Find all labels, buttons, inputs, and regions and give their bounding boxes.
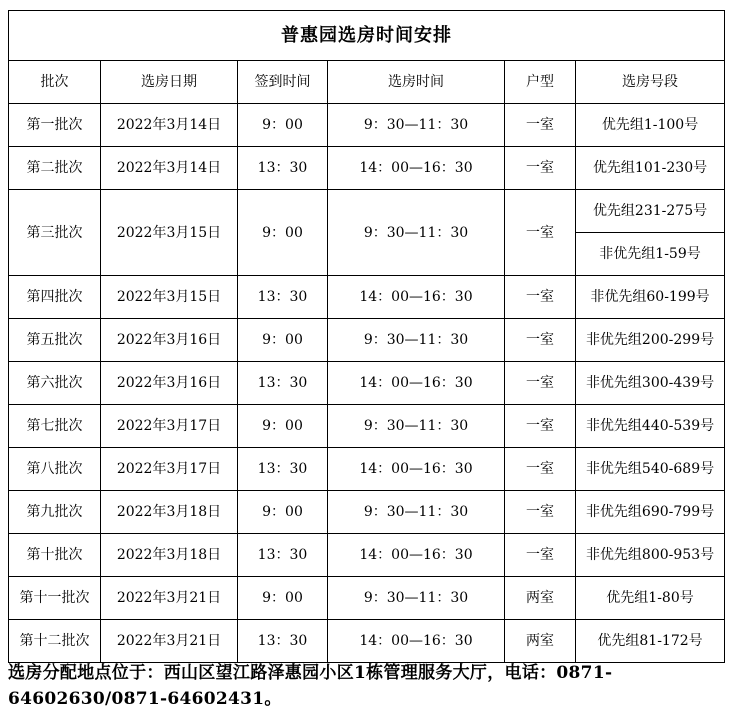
table-row (9, 362, 725, 405)
table-row (9, 190, 725, 233)
cell-sign-in: 13：30 (238, 147, 328, 190)
cell-batch: 第二批次 (9, 147, 101, 190)
header-selection-time: 选房时间 (328, 61, 505, 104)
cell-time: 14：00—16：30 (328, 147, 505, 190)
cell-sign-in: 9：00 (238, 190, 328, 276)
cell-type: 一室 (505, 405, 576, 448)
cell-range: 非优先组540-689号 (576, 448, 725, 491)
cell-type: 一室 (505, 147, 576, 190)
cell-sign-in: 13：30 (238, 620, 328, 663)
cell-type: 一室 (505, 276, 576, 319)
table-row (9, 276, 725, 319)
cell-batch: 第十二批次 (9, 620, 101, 663)
cell-range: 优先组101-230号 (576, 147, 725, 190)
cell-date: 2022年3月14日 (101, 147, 238, 190)
table-row (9, 405, 725, 448)
cell-time: 9：30—11：30 (328, 190, 505, 276)
cell-date: 2022年3月18日 (101, 491, 238, 534)
cell-time: 9：30—11：30 (328, 577, 505, 620)
cell-range: 优先组81-172号 (576, 620, 725, 663)
footer-note: 选房分配地点位于：西山区望江路泽惠园小区1栋管理服务大厅，电话：0871-64602630/0871-64602431。 (8, 663, 613, 709)
header-row (9, 61, 725, 104)
cell-range: 优先组1-80号 (576, 577, 725, 620)
cell-sign-in: 9：00 (238, 491, 328, 534)
header-unit-type: 户型 (505, 61, 576, 104)
cell-time: 9：30—11：30 (328, 104, 505, 147)
cell-sign-in: 13：30 (238, 276, 328, 319)
cell-time: 9：30—11：30 (328, 405, 505, 448)
cell-batch: 第十批次 (9, 534, 101, 577)
cell-type: 一室 (505, 362, 576, 405)
cell-batch: 第五批次 (9, 319, 101, 362)
cell-sign-in: 13：30 (238, 534, 328, 577)
cell-range: 非优先组440-539号 (576, 405, 725, 448)
cell-type: 两室 (505, 577, 576, 620)
cell-batch: 第三批次 (9, 190, 101, 276)
cell-type: 一室 (505, 448, 576, 491)
table-row (9, 534, 725, 577)
cell-sign-in: 13：30 (238, 362, 328, 405)
cell-batch: 第九批次 (9, 491, 101, 534)
cell-batch: 第六批次 (9, 362, 101, 405)
cell-sign-in: 9：00 (238, 405, 328, 448)
cell-type: 一室 (505, 319, 576, 362)
cell-sign-in: 9：00 (238, 319, 328, 362)
header-number-range: 选房号段 (576, 61, 725, 104)
cell-sign-in: 9：00 (238, 577, 328, 620)
cell-batch: 第四批次 (9, 276, 101, 319)
cell-date: 2022年3月16日 (101, 319, 238, 362)
table-row (9, 319, 725, 362)
cell-range: 非优先组200-299号 (576, 319, 725, 362)
header-date: 选房日期 (101, 61, 238, 104)
header-sign-in-time: 签到时间 (238, 61, 328, 104)
cell-type: 一室 (505, 190, 576, 276)
table-row (9, 448, 725, 491)
table-row (9, 491, 725, 534)
cell-time: 14：00—16：30 (328, 276, 505, 319)
cell-type: 一室 (505, 534, 576, 577)
cell-range-secondary: 非优先组1-59号 (576, 233, 725, 276)
cell-date: 2022年3月16日 (101, 362, 238, 405)
cell-range: 非优先组800-953号 (576, 534, 725, 577)
cell-date: 2022年3月18日 (101, 534, 238, 577)
cell-date: 2022年3月14日 (101, 104, 238, 147)
cell-date: 2022年3月21日 (101, 577, 238, 620)
table-row (9, 577, 725, 620)
cell-time: 14：00—16：30 (328, 448, 505, 491)
cell-time: 14：00—16：30 (328, 362, 505, 405)
cell-date: 2022年3月15日 (101, 276, 238, 319)
cell-range: 非优先组60-199号 (576, 276, 725, 319)
cell-range: 优先组231-275号 (576, 190, 725, 233)
table-row (9, 620, 725, 663)
cell-sign-in: 13：30 (238, 448, 328, 491)
cell-date: 2022年3月17日 (101, 405, 238, 448)
cell-date: 2022年3月17日 (101, 448, 238, 491)
schedule-table (8, 10, 725, 663)
table-row (9, 104, 725, 147)
cell-range: 优先组1-100号 (576, 104, 725, 147)
cell-range: 非优先组300-439号 (576, 362, 725, 405)
cell-type: 一室 (505, 104, 576, 147)
cell-type: 一室 (505, 491, 576, 534)
table-row (9, 147, 725, 190)
cell-batch: 第一批次 (9, 104, 101, 147)
cell-type: 两室 (505, 620, 576, 663)
cell-time: 9：30—11：30 (328, 319, 505, 362)
cell-batch: 第八批次 (9, 448, 101, 491)
cell-time: 14：00—16：30 (328, 620, 505, 663)
cell-date: 2022年3月21日 (101, 620, 238, 663)
cell-time: 14：00—16：30 (328, 534, 505, 577)
table-title: 普惠园选房时间安排 (9, 11, 725, 61)
header-batch: 批次 (9, 61, 101, 104)
cell-batch: 第七批次 (9, 405, 101, 448)
cell-time: 9：30—11：30 (328, 491, 505, 534)
cell-range: 非优先组690-799号 (576, 491, 725, 534)
cell-sign-in: 9：00 (238, 104, 328, 147)
cell-batch: 第十一批次 (9, 577, 101, 620)
cell-date: 2022年3月15日 (101, 190, 238, 276)
